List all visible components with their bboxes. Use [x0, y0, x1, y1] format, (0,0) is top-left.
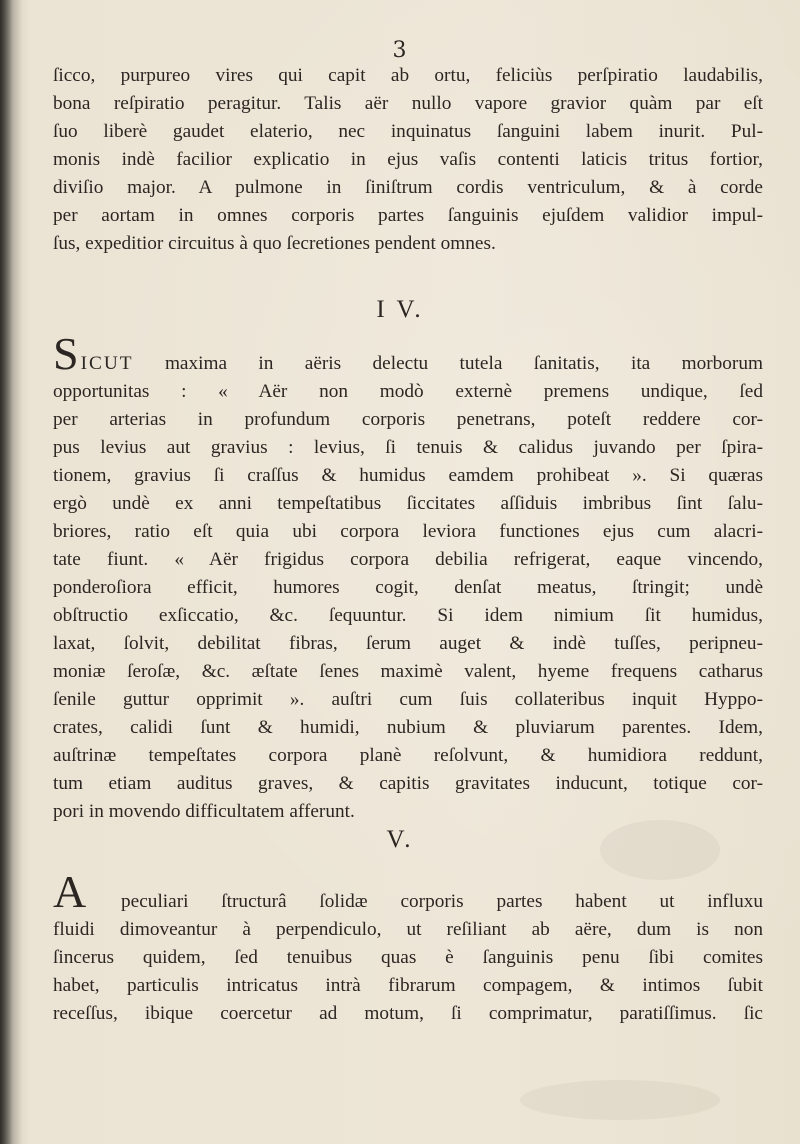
text-line-with-dropcap — [53, 328, 763, 379]
section-heading-iv: I V. — [376, 296, 424, 323]
page-number: 3 — [392, 38, 408, 63]
text-line: per arterias in profundum corporis penetrans, poteſt reddere cor- — [53, 409, 763, 430]
text-line: ponderoſiora efficit, humores cogit, denſat meatus, ſtringit; undè — [53, 577, 763, 598]
dropcap: A — [53, 866, 89, 917]
text-line: monis indè facilior explicatio in ejus vaſis contenti laticis tritus fortior, — [53, 149, 763, 170]
text-line: auſtrinæ tempeſtates corpora planè reſolvunt, & humidiora reddunt, — [53, 745, 763, 766]
text-line: ſus, expeditior circuitus à quo ſecretiones pendent omnes. — [53, 233, 496, 254]
paragraph-continued — [53, 62, 763, 258]
text-line: fluidi dimoveantur à perpendiculo, ut reſiliant ab aëre, dum is non — [53, 919, 763, 940]
dropcap: S — [53, 328, 81, 379]
text-line: bona reſpiratio peragitur. Talis aër nullo vapore gravior quàm par eſt — [53, 93, 763, 114]
text-line: opportunitas : « Aër non modò externè premens undique, ſed — [53, 381, 763, 402]
small-caps-word: ICUT — [80, 353, 134, 374]
text-line: obſtructio exſiccatio, &c. ſequuntur. Si idem nimium ſit humidus, — [53, 605, 763, 626]
text-line: moniæ ſeroſæ, &c. æſtate ſenes maximè valent, hyeme frequens catharus — [53, 661, 763, 682]
text-line: tionem, gravius ſi craſſus & humidus eamdem prohibeat ». Si quæras — [53, 465, 763, 486]
paper-stain — [520, 1080, 720, 1120]
text-line: ſicco, purpureo vires qui capit ab ortu, feliciùs perſpiratio laudabilis, — [53, 65, 763, 86]
text-line: ſuo liberè gaudet elaterio, nec inquinatus ſanguini labem inurit. Pul- — [53, 121, 763, 142]
text-line: ſenile guttur opprimit ». auſtri cum ſuis collateribus inquit Hyppo- — [53, 689, 763, 710]
text-fragment: maxima in aëris delectu tutela ſanitatis, ita morborum — [133, 353, 763, 374]
section-v-paragraph — [53, 866, 763, 1028]
text-line: crates, calidi ſunt & humidi, nubium & pluviarum parentes. Idem, — [53, 717, 763, 738]
text-line: tate fiunt. « Aër frigidus corpora debilia refrigerat, eaque vincendo, — [53, 549, 763, 570]
text-line: laxat, ſolvit, debilitat fibras, ſerum auget & indè tuſſes, peripneu- — [53, 633, 763, 654]
text-line: pus levius aut gravius : levius, ſi tenuis & calidus juvando per ſpira- — [53, 437, 763, 458]
text-line: pori in movendo difficultatem afferunt. — [53, 801, 355, 822]
book-gutter-shadow — [0, 0, 22, 1144]
text-fragment: peculiari ſtructurâ ſolidæ corporis partes habent ut influxu — [88, 891, 763, 912]
section-iv-paragraph — [53, 328, 763, 826]
text-line: ergò undè ex anni tempeſtatibus ſiccitates aſſiduis imbribus ſint ſalu- — [53, 493, 763, 514]
text-line: briores, ratio eſt quia ubi corpora leviora functiones ejus cum alacri- — [53, 521, 763, 542]
text-line: receſſus, ibique coercetur ad motum, ſi comprimatur, paratiſſimus. ſic — [53, 1003, 763, 1024]
text-line: per aortam in omnes corporis partes ſanguinis ejuſdem validior impul- — [53, 205, 763, 226]
section-heading-v: V. — [386, 826, 414, 853]
text-line: ſincerus quidem, ſed tenuibus quas è ſanguinis penu ſibi comites — [53, 947, 763, 968]
text-line: diviſio major. A pulmone in ſiniſtrum cordis ventriculum, & à corde — [53, 177, 763, 198]
text-line: tum etiam auditus graves, & capitis gravitates inducunt, totique cor- — [53, 773, 763, 794]
text-line: habet, particulis intricatus intrà fibrarum compagem, & intimos ſubit — [53, 975, 763, 996]
text-line-with-dropcap — [53, 866, 763, 917]
